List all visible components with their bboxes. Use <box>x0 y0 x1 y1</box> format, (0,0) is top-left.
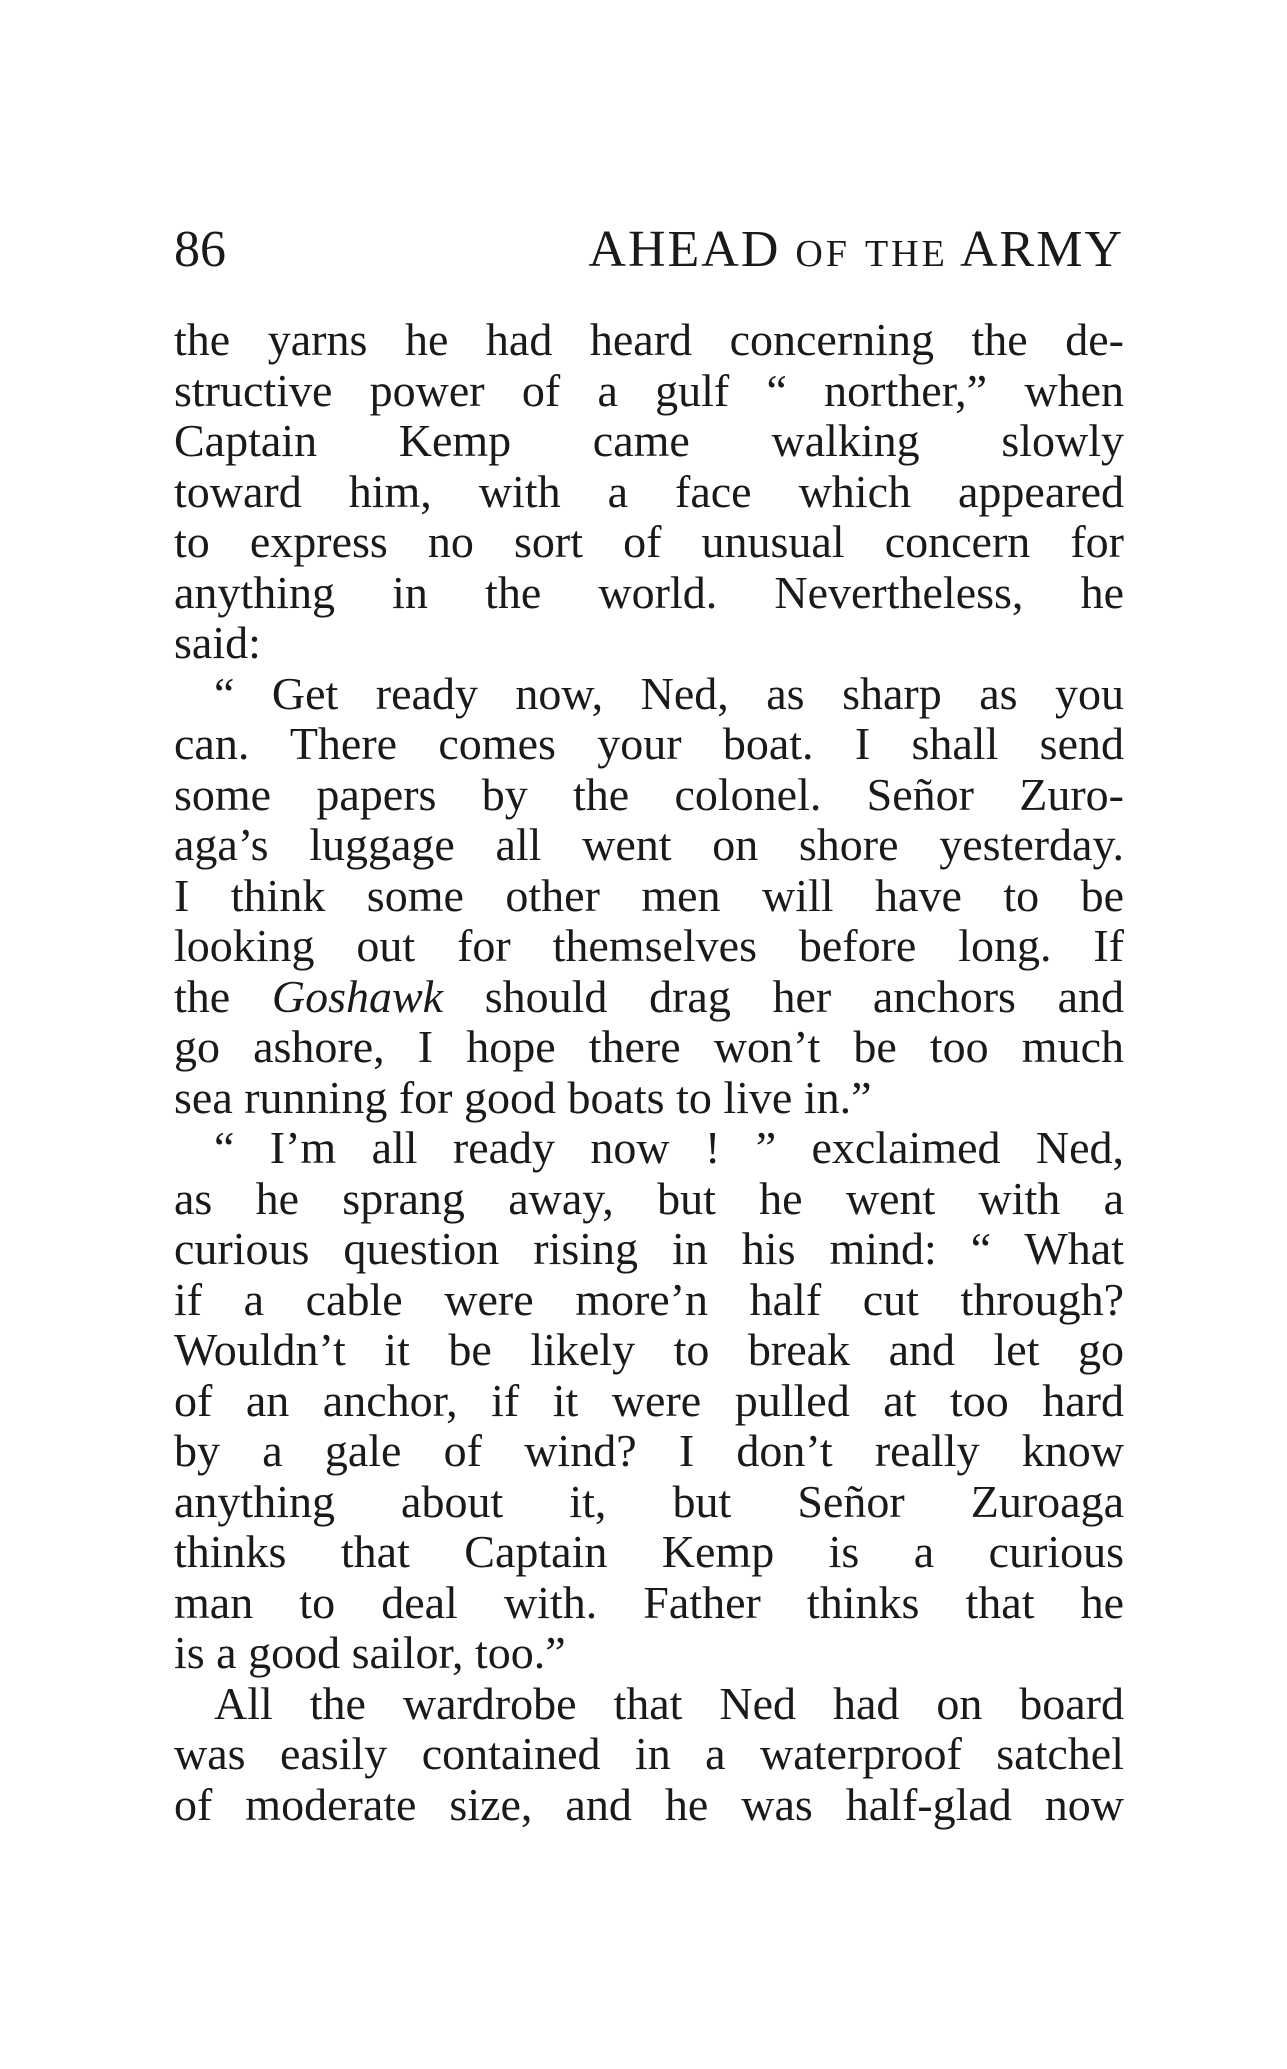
text-line: structive power of a gulf “ norther,” when <box>174 364 1124 416</box>
text-line: the yarns he had heard concerning the de- <box>174 314 1124 365</box>
text-line: All the wardrobe that Ned had on board <box>214 1677 1124 1729</box>
text-line: was easily contained in a waterproof satchel <box>174 1728 1124 1779</box>
page-number: 86 <box>174 221 226 278</box>
title-word-ahead: AHEAD <box>588 221 781 278</box>
text-line: thinks that Captain Kemp is a curious <box>174 1526 1124 1577</box>
text-line-with-ship-name <box>174 972 1124 1023</box>
text-line: I think some other men will have to be <box>174 869 1124 921</box>
text-line: said: <box>174 617 261 668</box>
text-line: aga’s luggage all went on shore yesterday. <box>174 819 1124 870</box>
text-line: go ashore, I hope there won’t be too much <box>174 1021 1124 1072</box>
text-line: anything in the world. Nevertheless, he <box>174 566 1124 618</box>
book-page <box>174 218 1124 1830</box>
line-prefix: the <box>174 970 231 1022</box>
running-head <box>174 218 1124 282</box>
text-line: “ Get ready now, Ned, as sharp as you <box>214 667 1124 719</box>
text-line: of an anchor, if it were pulled at too hard <box>174 1374 1124 1426</box>
text-line: to express no sort of unusual concern for <box>174 516 1124 567</box>
text-line: Wouldn’t it be likely to break and let go <box>174 1324 1124 1375</box>
text-line: by a gale of wind? I don’t really know <box>174 1425 1124 1476</box>
running-title <box>588 218 1124 286</box>
text-line: Captain Kemp came walking slowly <box>174 415 1124 466</box>
text-line: as he sprang away, but he went with a <box>174 1172 1124 1224</box>
body-text <box>174 315 1124 1830</box>
text-line: can. There comes your boat. I shall send <box>174 718 1124 769</box>
title-word-army: ARMY <box>959 221 1124 278</box>
text-line: if a cable were more’n half cut through? <box>174 1273 1124 1325</box>
title-word-the: THE <box>864 233 948 275</box>
text-line: sea running for good boats to live in.” <box>174 1071 872 1123</box>
text-line: toward him, with a face which appeared <box>174 465 1124 517</box>
text-line: anything about it, but Señor Zuroaga <box>174 1475 1124 1527</box>
text-line: curious question rising in his mind: “ What <box>174 1223 1124 1274</box>
line-rest: should drag her anchors and <box>484 970 1124 1022</box>
ship-name-goshawk: Goshawk <box>271 970 444 1022</box>
text-line: is a good sailor, too.” <box>174 1627 566 1678</box>
text-line: looking out for themselves before long. If <box>174 920 1124 971</box>
text-line: of moderate size, and he was half-glad now <box>174 1778 1124 1830</box>
title-word-of: OF <box>795 233 850 275</box>
text-line: “ I’m all ready now ! ” exclaimed Ned, <box>214 1122 1124 1173</box>
text-line: some papers by the colonel. Señor Zuro- <box>174 768 1124 820</box>
text-line: man to deal with. Father thinks that he <box>174 1576 1124 1628</box>
